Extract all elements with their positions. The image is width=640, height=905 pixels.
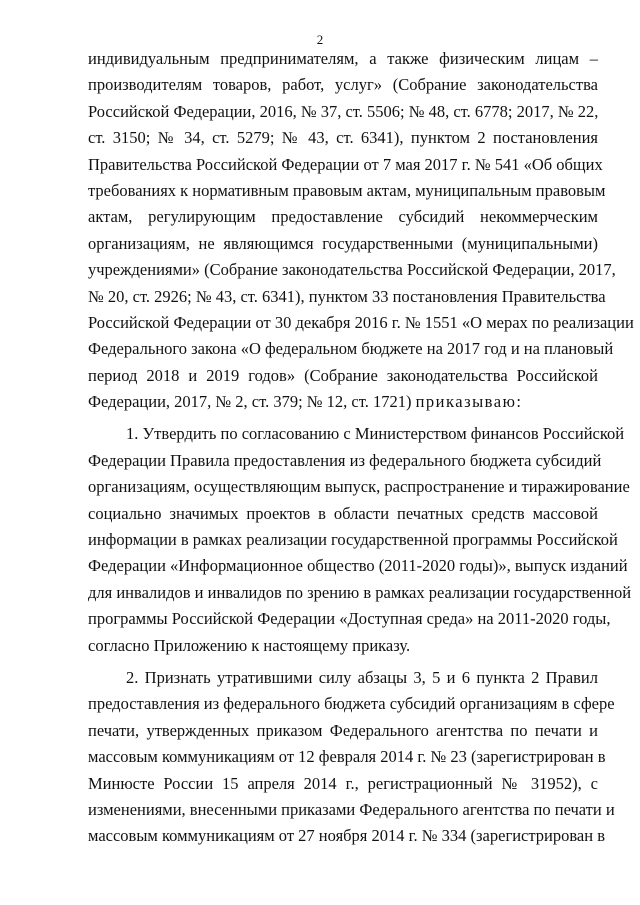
text-line-prefix: Федерации, 2017, № 2, ст. 379; № 12, ст. 1721) [88,392,416,412]
text-line: массовым коммуникациям от 12 февраля 2014 г. № 23 (зарегистрирован в [88,747,606,767]
order-keyword: приказываю: [415,392,523,412]
text-line: организациям, не являющимся государственными (муниципальными) [88,233,598,253]
text-line: для инвалидов и инвалидов по зрению в рамках реализации государственной [88,582,632,602]
text-line: 2. Признать утратившими силу абзацы 3, 5 и 6 пункта 2 Правил [126,667,598,687]
text-line: Федерального закона «О федеральном бюджете на 2017 год и на плановый [88,339,614,359]
text-line: индивидуальным предпринимателям, а также физическим лицам – [88,49,598,68]
text-line: производителям товаров, работ, услуг» (Собрание законодательства [88,75,598,95]
text-line: требованиях к нормативным правовым актам, муниципальным правовым [88,180,606,200]
text-line: организациям, осуществляющим выпуск, распространение и тиражирование [88,477,630,497]
text-line: Федерации «Информационное общество (2011-2020 годы)», выпуск изданий [88,556,628,576]
page-number: 2 [316,32,324,47]
text-line: социально значимых проектов в области печатных средств массовой [88,503,598,523]
text-line: программы Российской Федерации «Доступная среда» на 2011-2020 годы, [88,609,611,629]
document-body [88,46,634,850]
paragraph-legal-basis [88,46,634,415]
text-line: изменениями, внесенными приказами Федерального агентства по печати и [88,799,615,819]
paragraph-item-2 [88,665,615,850]
text-line: актам, регулирующим предоставление субсидий некоммерческим [88,207,598,227]
text-line: предоставления из федерального бюджета субсидий организациям в сфере [88,694,615,714]
text-line: согласно Приложению к настоящему приказу. [88,635,411,655]
text-line: информации в рамках реализации государственной программы Российской [88,530,618,550]
text-line: Правительства Российской Федерации от 7 мая 2017 г. № 541 «Об общих [88,154,603,174]
text-line: Федерации Правила предоставления из федерального бюджета субсидий [88,450,602,470]
text-line: учреждениями» (Собрание законодательства Российской Федерации, 2017, [88,260,616,280]
text-line: Российской Федерации от 30 декабря 2016 г. № 1551 «О мерах по реализации [88,312,634,332]
text-line: Российской Федерации, 2016, № 37, ст. 5506; № 48, ст. 6778; 2017, № 22, [88,101,599,121]
text-line: 1. Утвердить по согласованию с Министерством финансов Российской [126,424,625,444]
text-line: № 20, ст. 2926; № 43, ст. 6341), пунктом 33 постановления Правительства [88,286,606,306]
text-line: ст. 3150; № 34, ст. 5279; № 43, ст. 6341), пунктом 2 постановления [88,128,598,148]
text-line: печати, утвержденных приказом Федерального агентства по печати и [88,720,598,740]
text-line: Минюсте России 15 апреля 2014 г., регистрационный № 31952), с [88,773,598,793]
paragraph-item-1 [88,421,632,659]
text-line: массовым коммуникациям от 27 ноября 2014 г. № 334 (зарегистрирован в [88,826,606,846]
text-line-last [88,389,598,415]
text-line: период 2018 и 2019 годов» (Собрание законодательства Российской [88,365,598,385]
